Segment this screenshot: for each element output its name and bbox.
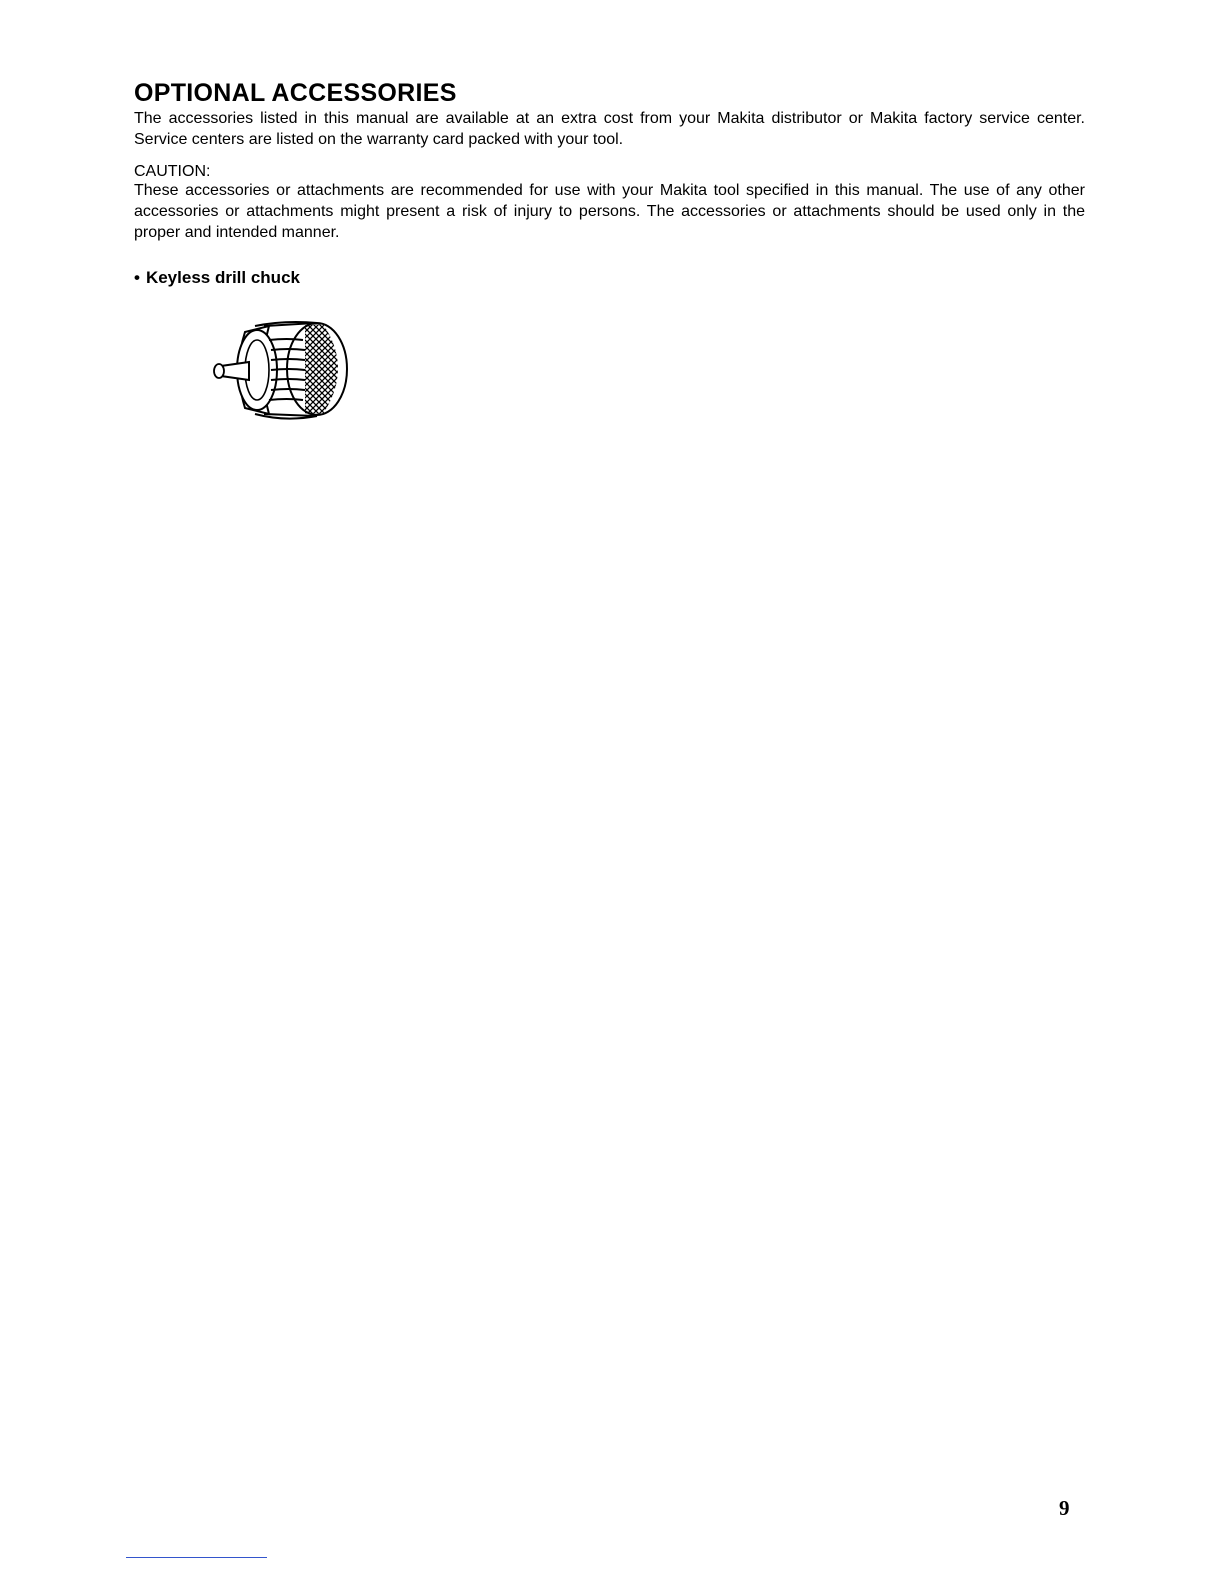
keyless-drill-chuck-icon xyxy=(205,318,361,426)
accessory-item-keyless-drill-chuck xyxy=(134,267,300,289)
intro-paragraph: The accessories listed in this manual are available at an extra cost from your Makita distributor or Makita factory service center. Service centers are listed on the warranty card packed with your tool. xyxy=(134,110,1085,148)
caution-label: CAUTION: xyxy=(134,163,211,180)
page-number: 9 xyxy=(1059,1496,1070,1520)
footer-rule xyxy=(126,1557,267,1558)
bullet-icon: • xyxy=(134,268,140,287)
page-title: OPTIONAL ACCESSORIES xyxy=(134,79,457,107)
caution-paragraph: These accessories or attachments are recommended for use with your Makita tool specified in this manual. The use of any other accessories or attachments might present a risk of injury to persons. The accessories or attachments should be used only in the proper and intended manner. xyxy=(134,182,1085,241)
accessory-label: Keyless drill chuck xyxy=(145,268,300,287)
